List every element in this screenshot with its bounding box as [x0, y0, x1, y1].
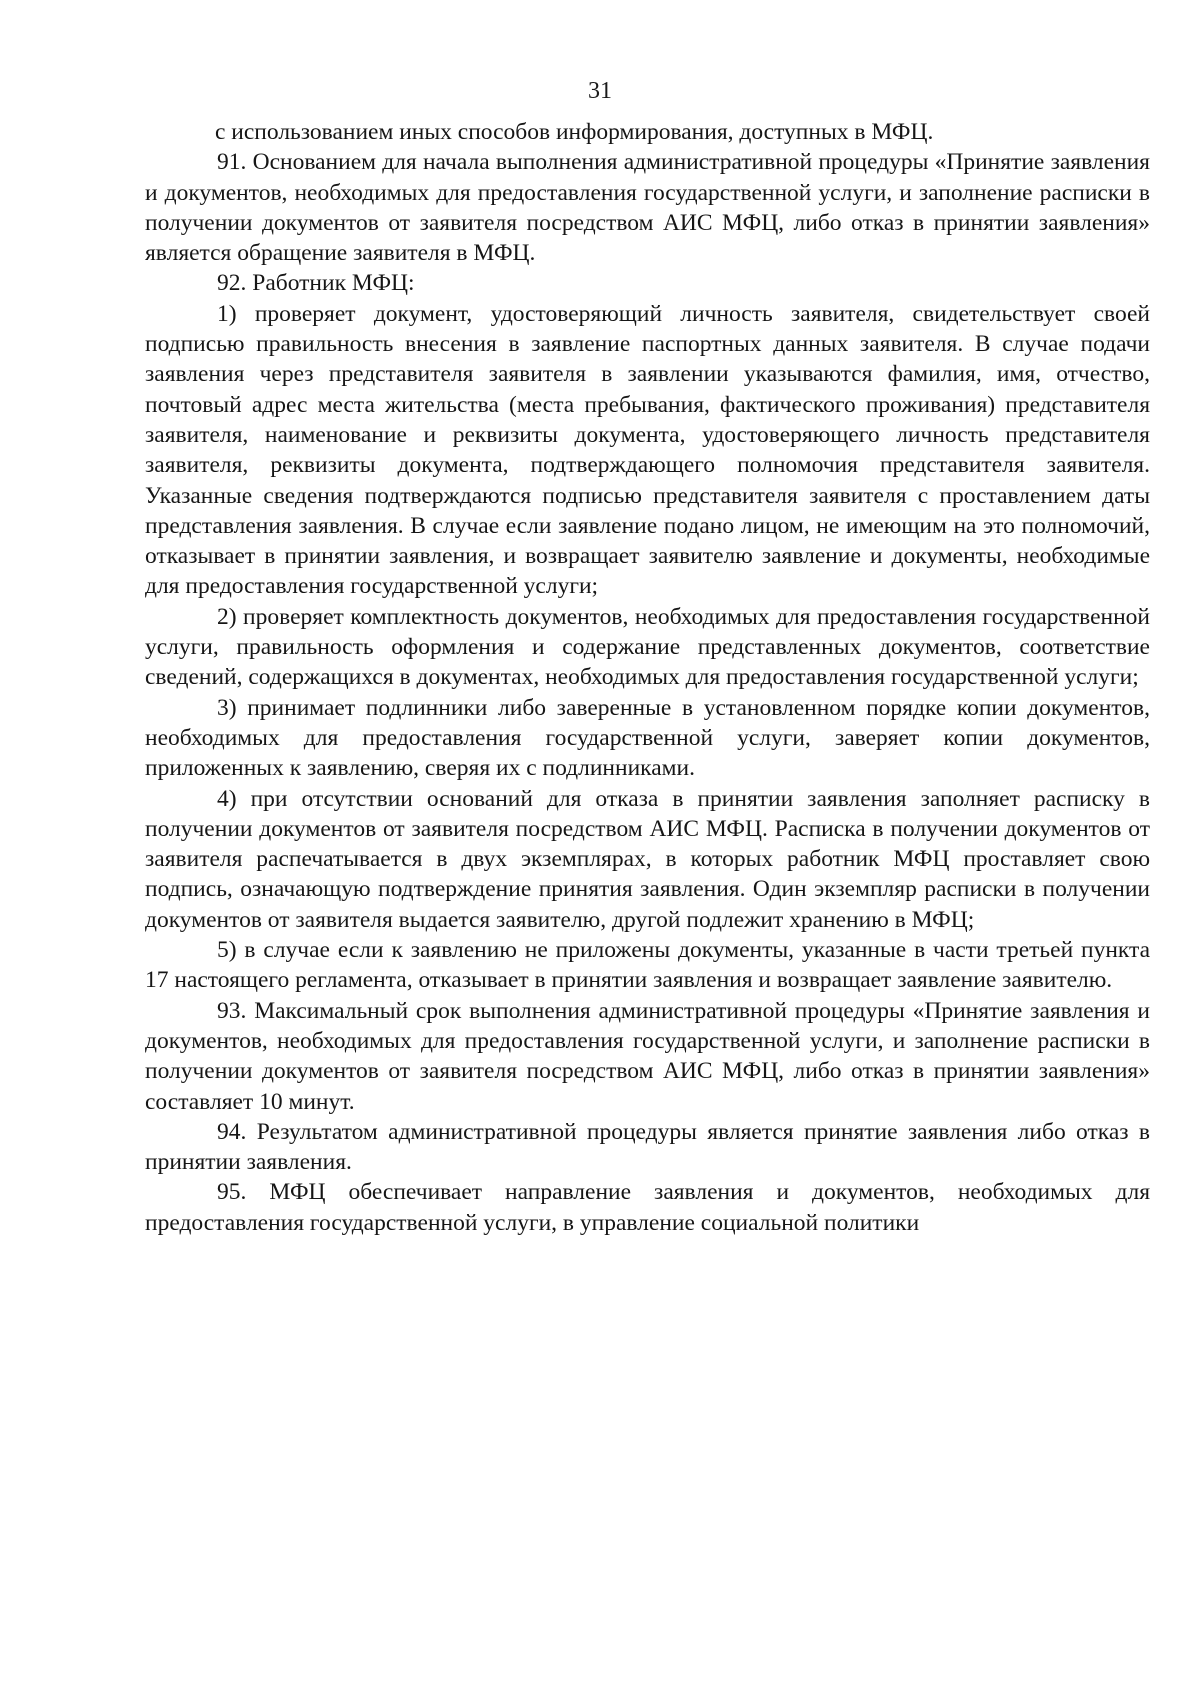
paragraph-91: 91. Основанием для начала выполнения административной процедуры «Принятие заявления и документов, необходимых для предоставления государственной услуги, и заполнение расписки в получении документов от заявителя посредством АИС МФЦ, либо отказ в принятии заявления» является обращение заявителя в МФЦ.: [145, 149, 1150, 267]
paragraph-92-item-5: 5) в случае если к заявлению не приложены документы, указанные в части третьей пункта 17 настоящего регламента, отказывает в принятии заявления и возвращает заявление заявителю.: [145, 937, 1150, 994]
paragraph-93: 93. Максимальный срок выполнения административной процедуры «Принятие заявления и документов, необходимых для предоставления государственной услуги, и заполнение расписки в получении документов от заявителя посредством АИС МФЦ, либо отказ в принятии заявления» составляет 10 минут.: [145, 997, 1150, 1115]
paragraph-92: 92. Работник МФЦ:: [217, 270, 415, 297]
paragraph-92-item-1: 1) проверяет документ, удостоверяющий личность заявителя, свидетельствует своей подписью правильность внесения в заявление паспортных данных заявителя. В случае подачи заявления через представителя заявителя в заявлении указываются фамилия, имя, отчество, почтовый адрес места жительства (места пребывания, фактического проживания) представителя заявителя, наименование и реквизиты документа, удостоверяющего личность представителя заявителя, реквизиты документа, подтверждающего полномочия представителя заявителя. Указанные сведения подтверждаются подписью представителя заявителя с проставлением даты представления заявления. В случае если заявление подано лицом, не имеющим на это полномочий, отказывает в принятии заявления, и возвращает заявителю заявление и документы, необходимые для предоставления государственной услуги;: [145, 300, 1150, 600]
document-body: [145, 117, 1150, 1238]
paragraph-95: 95. МФЦ обеспечивает направление заявления и документов, необходимых для предоставления государственной услуги, в управление социальной политики: [145, 1179, 1150, 1236]
paragraph-92-item-2: 2) проверяет комплектность документов, необходимых для предоставления государственной услуги, правильность оформления и содержание представленных документов, соответствие сведений, содержащихся в документах, необходимых для предоставления государственной услуги;: [145, 603, 1150, 691]
paragraph-continuation: с использованием иных способов информирования, доступных в МФЦ.: [215, 119, 934, 145]
paragraph-92-item-3: 3) принимает подлинники либо заверенные в установленном порядке копии документов, необходимых для предоставления государственной услуги, заверяет копии документов, приложенных к заявлению, сверяя их с подлинниками.: [145, 694, 1150, 782]
page-number: 31: [588, 78, 612, 104]
paragraph-94: 94. Результатом административной процедуры является принятие заявления либо отказ в принятии заявления.: [145, 1118, 1150, 1176]
paragraph-92-item-4: 4) при отсутствии оснований для отказа в принятии заявления заполняет расписку в получении документов от заявителя посредством АИС МФЦ. Расписка в получении документов от заявителя распечатывается в двух экземплярах, в которых работник МФЦ проставляет свою подпись, означающую подтверждение принятия заявления. Один экземпляр расписки в получении документов от заявителя выдается заявителю, другой подлежит хранению в МФЦ;: [145, 785, 1150, 933]
